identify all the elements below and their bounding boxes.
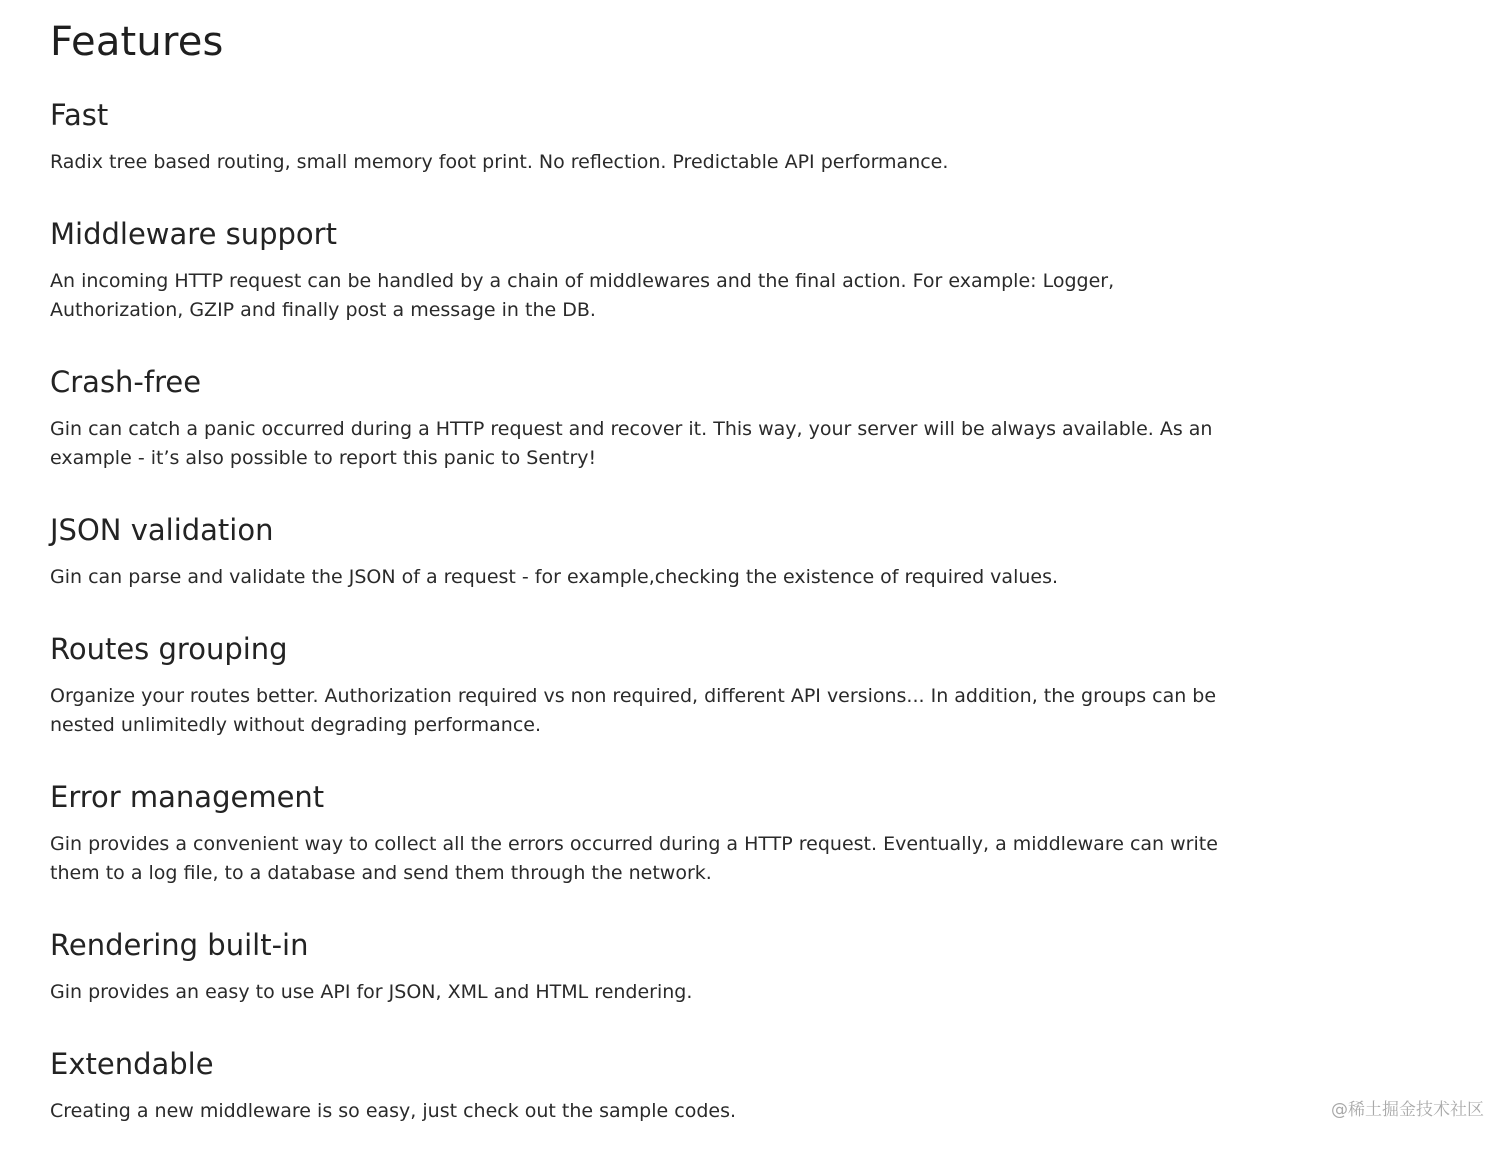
feature-title: Middleware support: [50, 217, 337, 251]
feature-fast: [50, 96, 1220, 177]
feature-title: Routes grouping: [50, 632, 288, 666]
feature-description: Gin can catch a panic occurred during a HTTP request and recover it. This way, your server will be always available. As an example - it’s also possible to report this panic to Sentry!: [50, 418, 1213, 469]
feature-middleware-support: [50, 215, 1220, 325]
feature-title: Fast: [50, 98, 109, 132]
feature-description: Organize your routes better. Authorization required vs non required, different API versions... In addition, the groups can be nested unlimitedly without degrading performance.: [50, 685, 1217, 736]
feature-title: Error management: [50, 780, 325, 814]
feature-description: Creating a new middleware is so easy, just check out the sample codes.: [50, 1100, 737, 1122]
feature-title: Crash-free: [50, 365, 202, 399]
feature-description: An incoming HTTP request can be handled by a chain of middlewares and the final action. For example: Logger, Authorization, GZIP and finally post a message in the DB.: [50, 270, 1115, 321]
feature-description: Gin can parse and validate the JSON of a request - for example,checking the existence of required values.: [50, 566, 1059, 588]
watermark: @稀土掘金技术社区: [1331, 1100, 1484, 1120]
feature-crash-free: [50, 363, 1220, 473]
feature-routes-grouping: [50, 630, 1220, 740]
feature-title: Extendable: [50, 1047, 214, 1081]
features-content: [50, 0, 1220, 1126]
feature-extendable: [50, 1045, 1220, 1126]
page-title: Features: [50, 19, 224, 65]
feature-error-management: [50, 778, 1220, 888]
feature-json-validation: [50, 511, 1220, 592]
feature-rendering-built-in: [50, 926, 1220, 1007]
feature-description: Gin provides a convenient way to collect all the errors occurred during a HTTP request. Eventually, a middleware can write them to a log file, to a database and send them through the network.: [50, 833, 1218, 884]
feature-title: JSON validation: [50, 513, 274, 547]
feature-title: Rendering built-in: [50, 928, 309, 962]
feature-description: Radix tree based routing, small memory foot print. No reflection. Predictable API performance.: [50, 151, 949, 173]
feature-description: Gin provides an easy to use API for JSON, XML and HTML rendering.: [50, 981, 693, 1003]
